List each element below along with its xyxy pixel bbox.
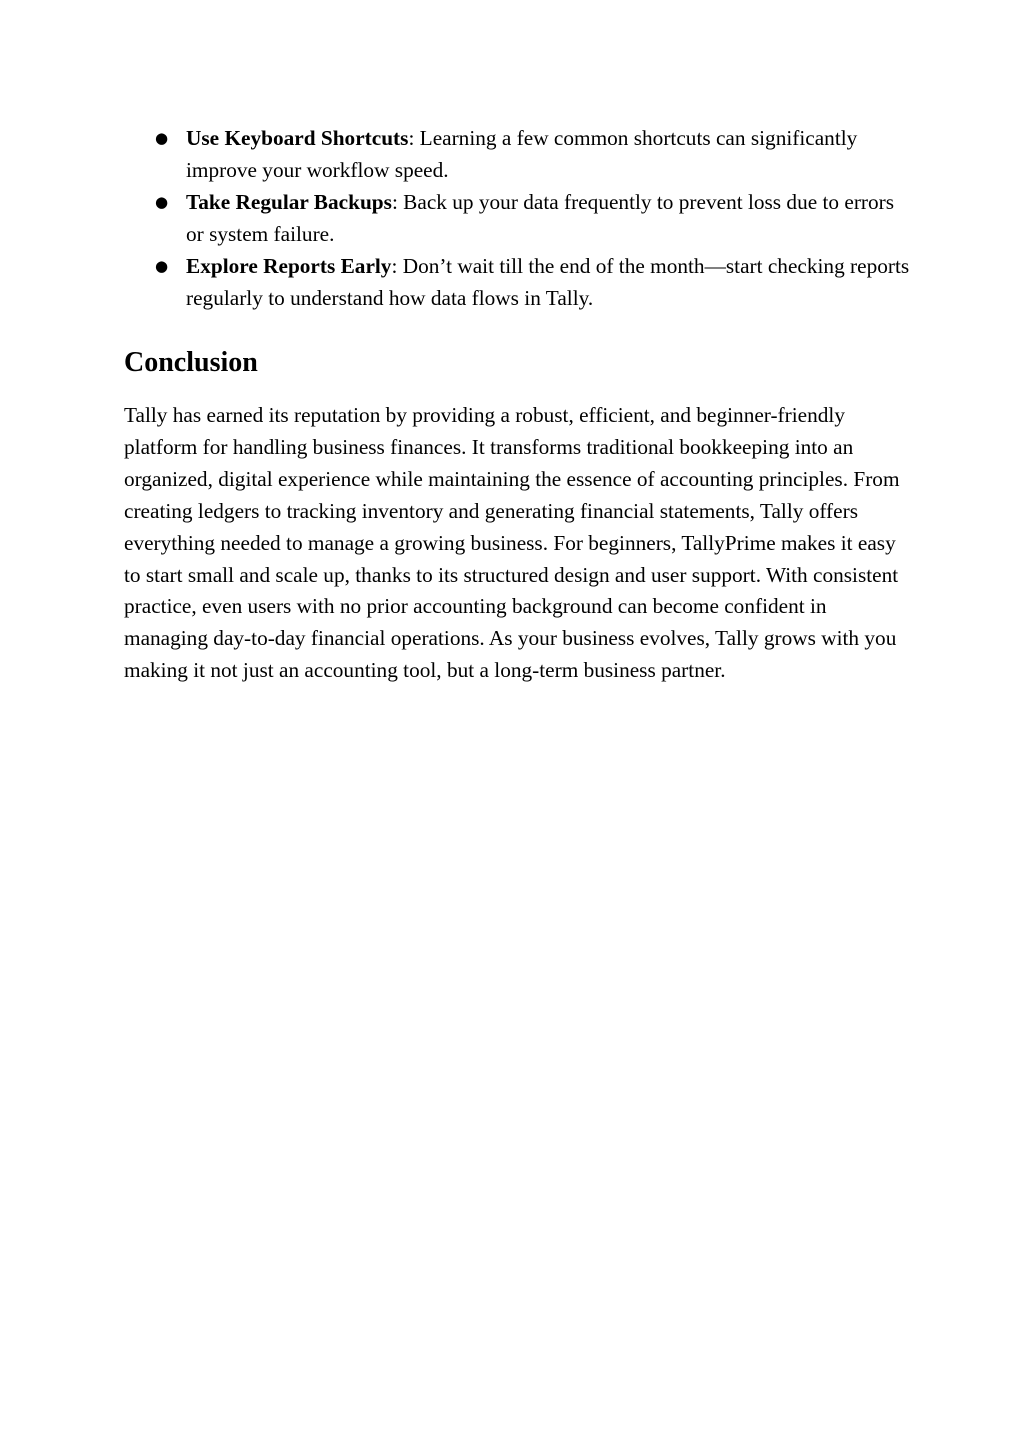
list-item bbox=[124, 122, 914, 186]
document-page bbox=[124, 122, 914, 687]
tip-title: Use Keyboard Shortcuts bbox=[186, 126, 409, 150]
tip-text: : Learning a few common shortcuts can significantly improve your workflow speed. bbox=[186, 126, 858, 182]
tip-title: Take Regular Backups bbox=[186, 190, 392, 214]
tip-text: : Don’t wait till the end of the month—start checking reports regularly to understand how data flows in Tally. bbox=[186, 254, 910, 310]
bullet-icon: ● bbox=[155, 129, 169, 147]
conclusion-heading: Conclusion bbox=[124, 347, 258, 378]
tip-title: Explore Reports Early bbox=[186, 254, 392, 278]
tips-list bbox=[124, 122, 914, 314]
bullet-icon: ● bbox=[155, 257, 169, 275]
list-item bbox=[124, 186, 914, 250]
tip-text: : Back up your data frequently to prevent loss due to errors or system failure. bbox=[186, 190, 895, 246]
list-item bbox=[124, 250, 914, 314]
bullet-icon: ● bbox=[155, 193, 169, 211]
conclusion-paragraph: Tally has earned its reputation by providing a robust, efficient, and beginner-friendly platform for handling business finances. It transforms traditional bookkeeping into an organized, digital experience while maintaining the essence of accounting principles. From creating ledgers to tracking inventory and generating financial statements, Tally offers everything needed to manage a growing business. For beginners, TallyPrime makes it easy to start small and scale up, thanks to its structured design and user support. With consistent practice, even users with no prior accounting background can become confident in managing day-to-day financial operations. As your business evolves, Tally grows with you making it not just an accounting tool, but a long-term business partner. bbox=[124, 403, 900, 683]
